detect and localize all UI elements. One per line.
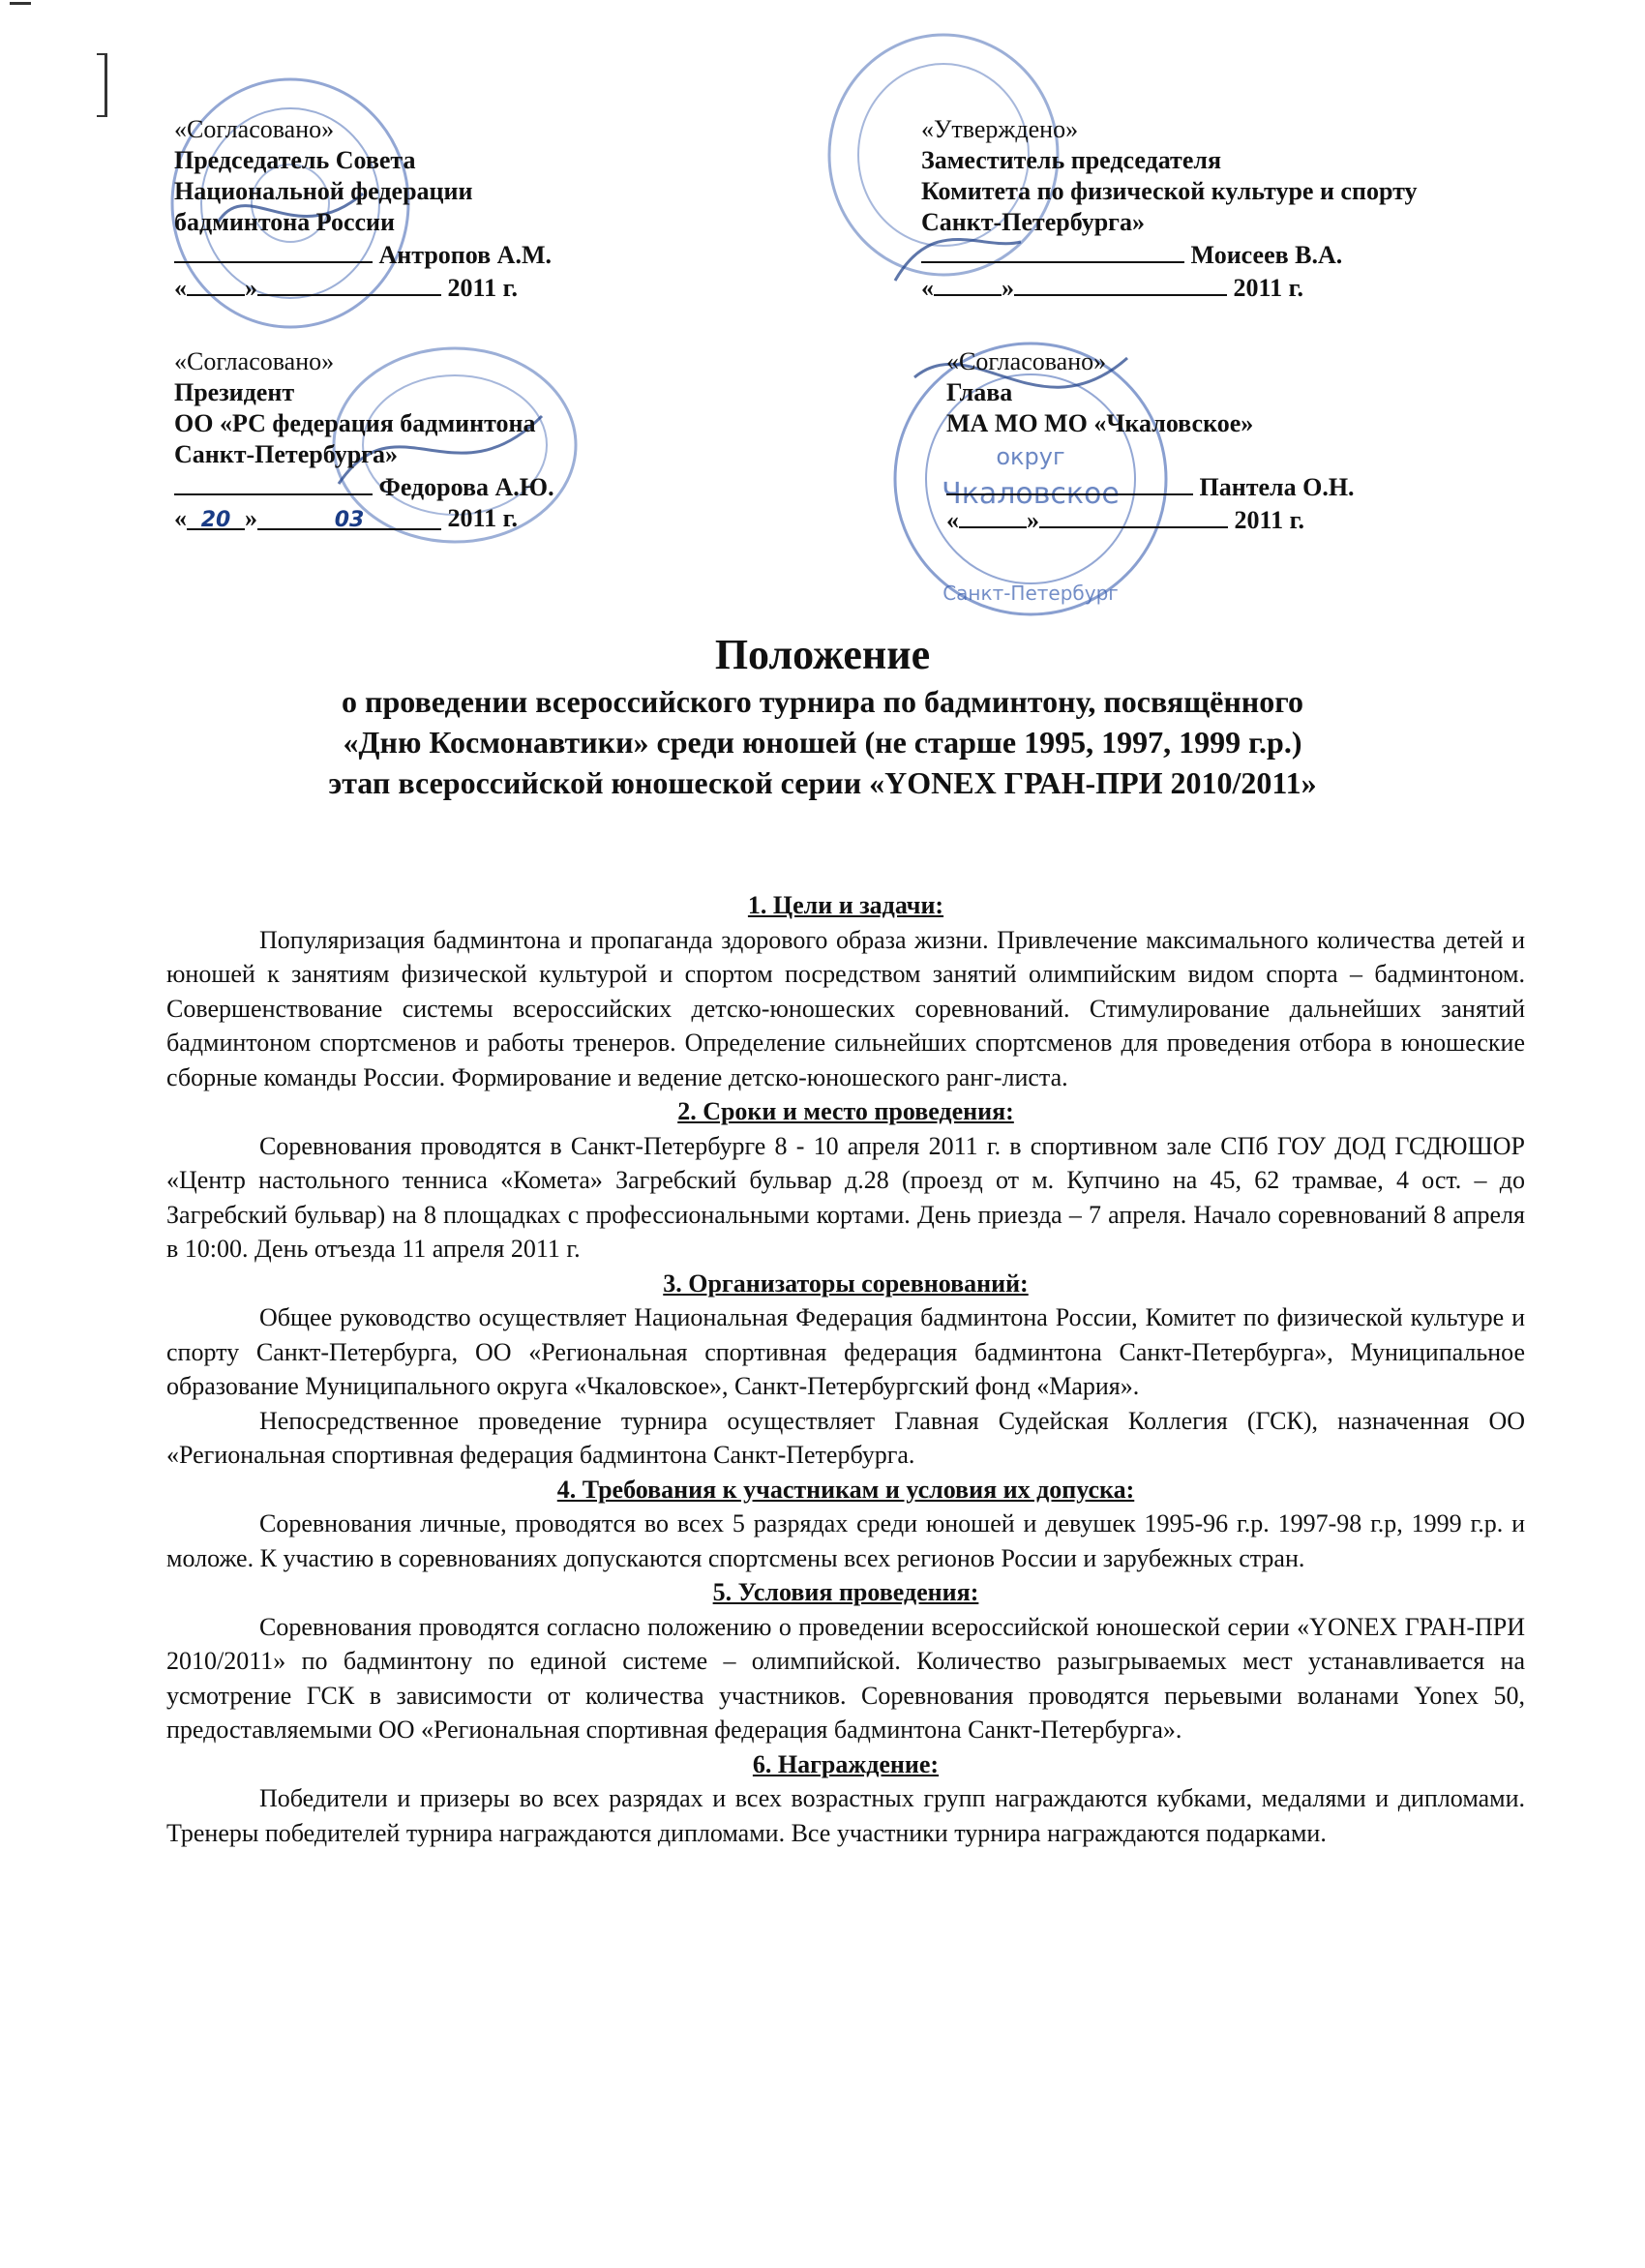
document-subtitle-line-3: этап всероссийской юношеской серии «YONEX ГРАН-ПРИ 2010/2011» — [328, 765, 1317, 800]
approver-position: Заместитель председателя — [921, 146, 1222, 174]
approver-name-line — [174, 470, 554, 503]
date-year: 2011 г. — [1233, 274, 1303, 302]
date-month-blank — [1014, 271, 1227, 296]
section-paragraph: Соревнования проводятся согласно положению о проведении всероссийской юношеской серии «YONEX ГРАН-ПРИ 2010/2011» по бадминтону по единой системе – олимпийской. Количество разыгрываемых мест устанавливается на усмотрение ГСК в зависимости от количества участников. Соревнования проводятся перьевыми воланами Yonex 50, предоставляемыми ОО «Региональная спортивная федерация бадминтона Санкт-Петербурга». — [166, 1612, 1525, 1744]
spacer — [946, 439, 1355, 470]
svg-text:Санкт-Петербург: Санкт-Петербург — [942, 582, 1119, 605]
approver-name-line — [174, 238, 552, 271]
approval-date-line — [921, 271, 1418, 304]
section-heading: 2. Сроки и место проведения: — [677, 1097, 1014, 1125]
approver-name: Пантела О.Н. — [1199, 473, 1355, 501]
signature-line — [174, 470, 373, 495]
approval-block-municipal — [946, 346, 1355, 536]
date-quote-open: « — [174, 274, 187, 302]
approval-label: «Утверждено» — [921, 115, 1079, 143]
date-quote-open: « — [174, 504, 187, 532]
signature-line — [174, 238, 373, 263]
approver-name-line — [921, 238, 1418, 271]
approval-date-line — [946, 503, 1355, 536]
approver-org-line-1: МА МО МО «Чкаловское» — [946, 409, 1254, 437]
approver-name: Федорова А.Ю. — [378, 473, 554, 501]
document-body — [166, 888, 1525, 1850]
approval-label: «Согласовано» — [174, 115, 335, 143]
section-paragraph: Непосредственное проведение турнира осуществляет Главная Судейская Коллегия (ГСК), назначенная ОО «Региональная спортивная федерация бадминтона Санкт-Петербурга. — [166, 1406, 1525, 1469]
date-day-blank — [934, 271, 1002, 296]
approver-org-line-1: Комитета по физической культуре и спорту — [921, 177, 1418, 205]
approver-org-line-2: Санкт-Петербурга» — [174, 440, 398, 468]
document-subtitle-line-2: «Дню Космонавтики» среди юношей (не старше 1995, 1997, 1999 г.р.) — [343, 725, 1302, 760]
approval-block-committee — [921, 114, 1418, 304]
date-quote-close: » — [245, 274, 257, 302]
section-heading: 3. Организаторы соревнований: — [663, 1268, 1029, 1298]
section-paragraph: Победители и призеры во всех разрядах и всех возрастных групп награждаются кубками, медалями и дипломами. Тренеры победителей турнира награждаются дипломами. Все участники турнира награждаются подарками. — [166, 1784, 1525, 1847]
date-year: 2011 г. — [1234, 506, 1304, 534]
approval-block-national-federation — [174, 114, 552, 304]
document-title: Положение — [714, 631, 931, 678]
section-heading: 4. Требования к участникам и условия их допуска: — [556, 1475, 1135, 1504]
section-awards — [166, 1747, 1525, 1851]
approver-org-line-2: Санкт-Петербурга» — [921, 208, 1145, 236]
section-paragraph: Общее руководство осуществляет Национальная Федерация бадминтона России, Комитет по физической культуре и спорту Санкт-Петербурга, ОО «Региональная спортивная федерация бадминтона Санкт-Петербурга», Муниципальное образование Муниципального округа «Чкаловское», Санкт-Петербургский фонд «Мария». — [166, 1303, 1525, 1400]
approver-position: Глава — [946, 378, 1013, 406]
section-conditions — [166, 1575, 1525, 1747]
approver-name: Моисеев В.А. — [1190, 241, 1343, 269]
date-day-blank — [187, 271, 245, 296]
svg-text:округ: округ — [996, 443, 1065, 470]
date-year: 2011 г. — [447, 504, 518, 532]
section-goals — [166, 888, 1525, 1094]
approval-block-regional-federation — [174, 346, 554, 534]
date-year: 2011 г. — [447, 274, 518, 302]
section-heading: 6. Награждение: — [752, 1749, 940, 1778]
signature-line — [946, 470, 1193, 495]
date-month-handwritten: 03 — [257, 505, 441, 530]
approval-date-line — [174, 503, 554, 534]
date-day-blank — [959, 503, 1027, 528]
scan-bracket-mark — [97, 53, 107, 117]
section-heading: 5. Условия проведения: — [712, 1578, 979, 1606]
date-month-blank — [1039, 503, 1228, 528]
document-title-block — [0, 629, 1645, 803]
approver-position: Президент — [174, 378, 295, 406]
section-paragraph: Популяризация бадминтона и пропаганда здорового образа жизни. Привлечение максимального количества детей и юношей к занятиям физической культурой и спортом посредством занятий олимпийским видом спорта – бадминтоном. Совершенствование системы всероссийских детско-юношеских соревнований. Стимулирование дальнейших занятий бадминтоном спортсменов и работы тренеров. Определение сильнейших спортсменов для проведения отбора в юношеские сборные команды России. Формирование и ведение детско-юношеского ранг-листа. — [166, 925, 1525, 1091]
approver-name-line — [946, 470, 1355, 503]
section-dates-venue — [166, 1094, 1525, 1267]
approver-org-line-1: ОО «РС федерация бадминтона — [174, 409, 536, 437]
section-organizers — [166, 1267, 1525, 1473]
svg-text:Чкаловское: Чкаловское — [942, 477, 1120, 511]
date-quote-open: « — [946, 506, 959, 534]
date-quote-close: » — [1002, 274, 1014, 302]
section-participants — [166, 1473, 1525, 1576]
approval-date-line — [174, 271, 552, 304]
section-heading: 1. Цели и задачи: — [747, 891, 944, 919]
date-day-handwritten: 20 — [187, 505, 245, 530]
approval-label: «Согласовано» — [174, 347, 335, 375]
date-quote-close: » — [245, 504, 257, 532]
approver-name: Антропов А.М. — [378, 241, 552, 269]
date-month-blank — [257, 271, 441, 296]
section-paragraph: Соревнования проводятся в Санкт-Петербурге 8 - 10 апреля 2011 г. в спортивном зале СПб ГОУ ДОД ГСДЮШОР «Центр настольного тенниса «Комета» Загребский бульвар д.28 (проезд от м. Купчино на 45, 62 трамвае, 4 ост. – до Загребский бульвар) на 8 площадках с профессиональными кортами. День приезда – 7 апреля. Начало соревнований 8 апреля в 10:00. День отъезда 11 апреля 2011 г. — [166, 1131, 1525, 1263]
date-quote-open: « — [921, 274, 934, 302]
date-quote-close: » — [1027, 506, 1039, 534]
approver-org-line-2: бадминтона России — [174, 208, 396, 236]
document-subtitle-line-1: о проведении всероссийского турнира по бадминтону, посвящённого — [342, 684, 1303, 719]
approver-org-line-1: Национальной федерации — [174, 177, 473, 205]
section-paragraph: Соревнования личные, проводятся во всех 5 разрядах среди юношей и девушек 1995-96 г.р. 1997-98 г.р, 1999 г.р. и моложе. К участию в соревнованиях допускаются спортсмены всех регионов России и зарубежных стран. — [166, 1509, 1525, 1572]
signature-line — [921, 238, 1184, 263]
approval-label: «Согласовано» — [946, 347, 1107, 375]
scan-mark — [10, 2, 31, 5]
approver-position: Председатель Совета — [174, 146, 416, 174]
